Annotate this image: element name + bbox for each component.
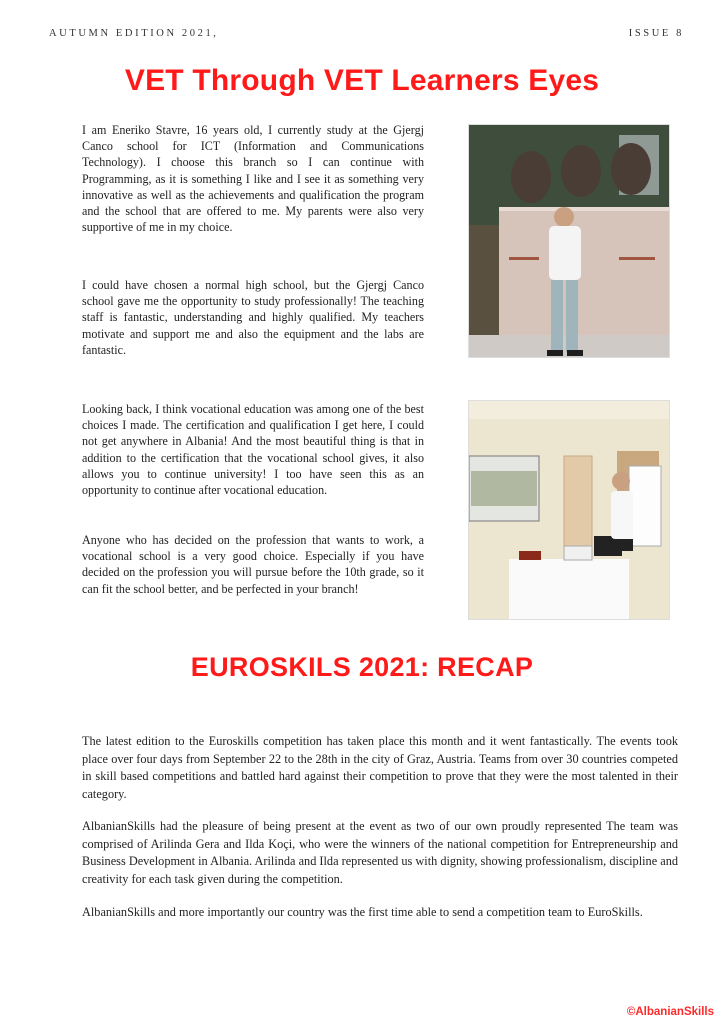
recap-paragraph: The latest edition to the Euroskills competition has taken place this month and it went fantastically. The events took place over four days from September 22 to the 28th in the city of Graz, Austria. Teams from over 30 countries competed in skill based competitions and battled hard against their competition to prove that they were the most talented in their category. [82,734,678,801]
section-title: EUROSKILS 2021: RECAP [190,652,534,682]
article-paragraph: Anyone who has decided on the profession that wants to work, a vocational school is a very good choice. Especially if you have decided on the profession you will pursue before the 10th grade, so it can fit the school better, and be perfected in your branch! [82,533,424,596]
article-title: VET Through VET Learners Eyes [124,64,600,97]
footer-copyright: ©AlbanianSkills [626,1006,714,1018]
header-issue: ISSUE 8 [628,28,684,39]
article-paragraph: I am Eneriko Stavre, 16 years old, I currently study at the Gjergj Canco school for ICT (Information and Communications Technology). I choose this branch so I can continue with Programming, as it is something I like and I see it as something very innovative as well as the achievements and qualification the program and the school that are offered to me. My parents were also very supportive of me in my choice. [82,123,424,235]
recap-paragraph: AlbanianSkills had the pleasure of being present at the event as two of our own proudly represented The team was comprised of Arilinda Gera and Ilda Koçi, who were the winners of the national competition for Entrepreneurship and Business Development in Albania. Arilinda and Ilda represented us with dignity, showing professionalism, discipline and creativity for each task given during the competition. [82,819,678,886]
recap-paragraph: AlbanianSkills and more importantly our country was the first time able to send a competition team to EuroSkills. [82,905,643,919]
photo-illustration [469,401,669,619]
student-presentation-photo [468,400,670,620]
article-paragraph: I could have chosen a normal high school, but the Gjergj Canco school gave me the opportunity to study professionally! The teaching staff is fantastic, understanding and highly qualified. My teachers motivate and support me and also the equipment and the labs are fantastic. [82,278,424,357]
student-monument-photo [468,124,670,358]
article-paragraph: Looking back, I think vocational education was among one of the best choices I made. The certification and qualification I get here, I could not get anywhere in Albania! And the most beautiful thing is that in addition to the certification that the vocational school gives, it also allows you to continue university! I too have seen this as an opportunity to continue after vocational education. [82,402,424,498]
header-edition: AUTUMN EDITION 2021, [49,28,219,39]
photo-illustration [469,125,669,357]
